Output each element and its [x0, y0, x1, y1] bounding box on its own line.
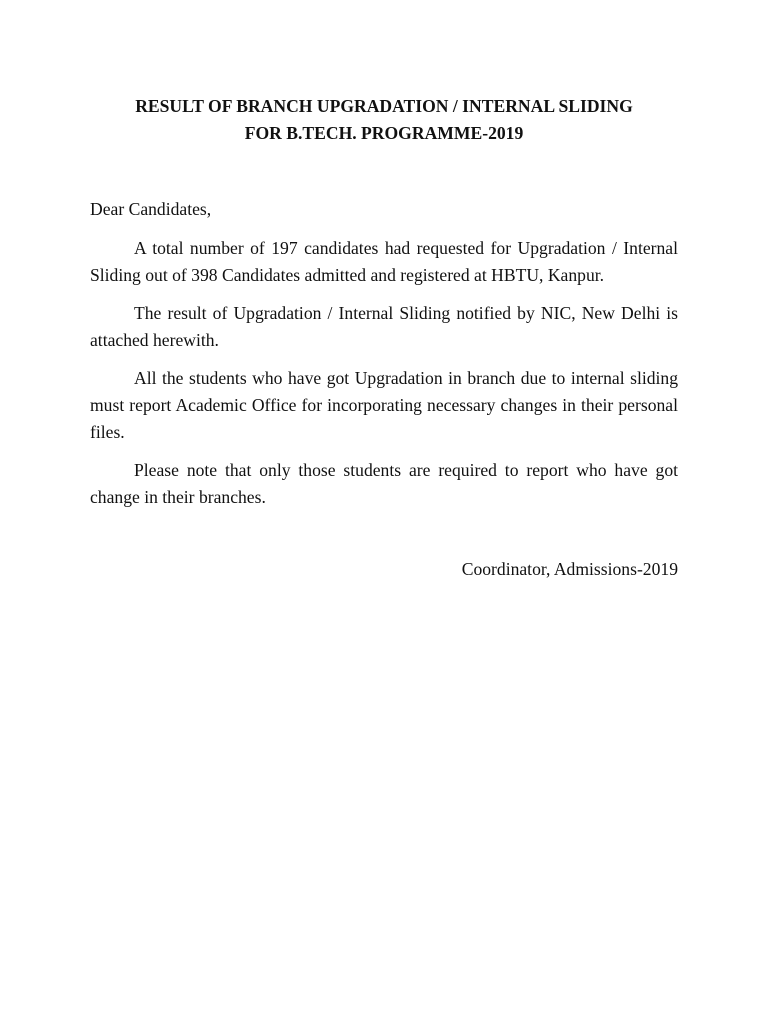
paragraph-note: Please note that only those students are required to report who have got change in their branches. — [90, 460, 678, 507]
salutation: Dear Candidates, — [90, 199, 212, 219]
paragraph-report-office: All the students who have got Upgradation in branch due to internal sliding must report Academic Office for incorporating necessary changes in their personal files. — [90, 368, 678, 442]
document-body — [90, 93, 678, 583]
signature: Coordinator, Admissions-2019 — [461, 559, 678, 579]
paragraph-request-count: A total number of 197 candidates had requested for Upgradation / Internal Sliding out of 398 Candidates admitted and registered at HBTU, Kanpur. — [90, 238, 678, 285]
title-line-1: RESULT OF BRANCH UPGRADATION / INTERNAL SLIDING — [135, 96, 633, 116]
title-line-2: FOR B.TECH. PROGRAMME-2019 — [244, 123, 524, 143]
document-title — [90, 93, 678, 147]
paragraph-result-notified: The result of Upgradation / Internal Sliding notified by NIC, New Delhi is attached herewith. — [90, 303, 678, 350]
